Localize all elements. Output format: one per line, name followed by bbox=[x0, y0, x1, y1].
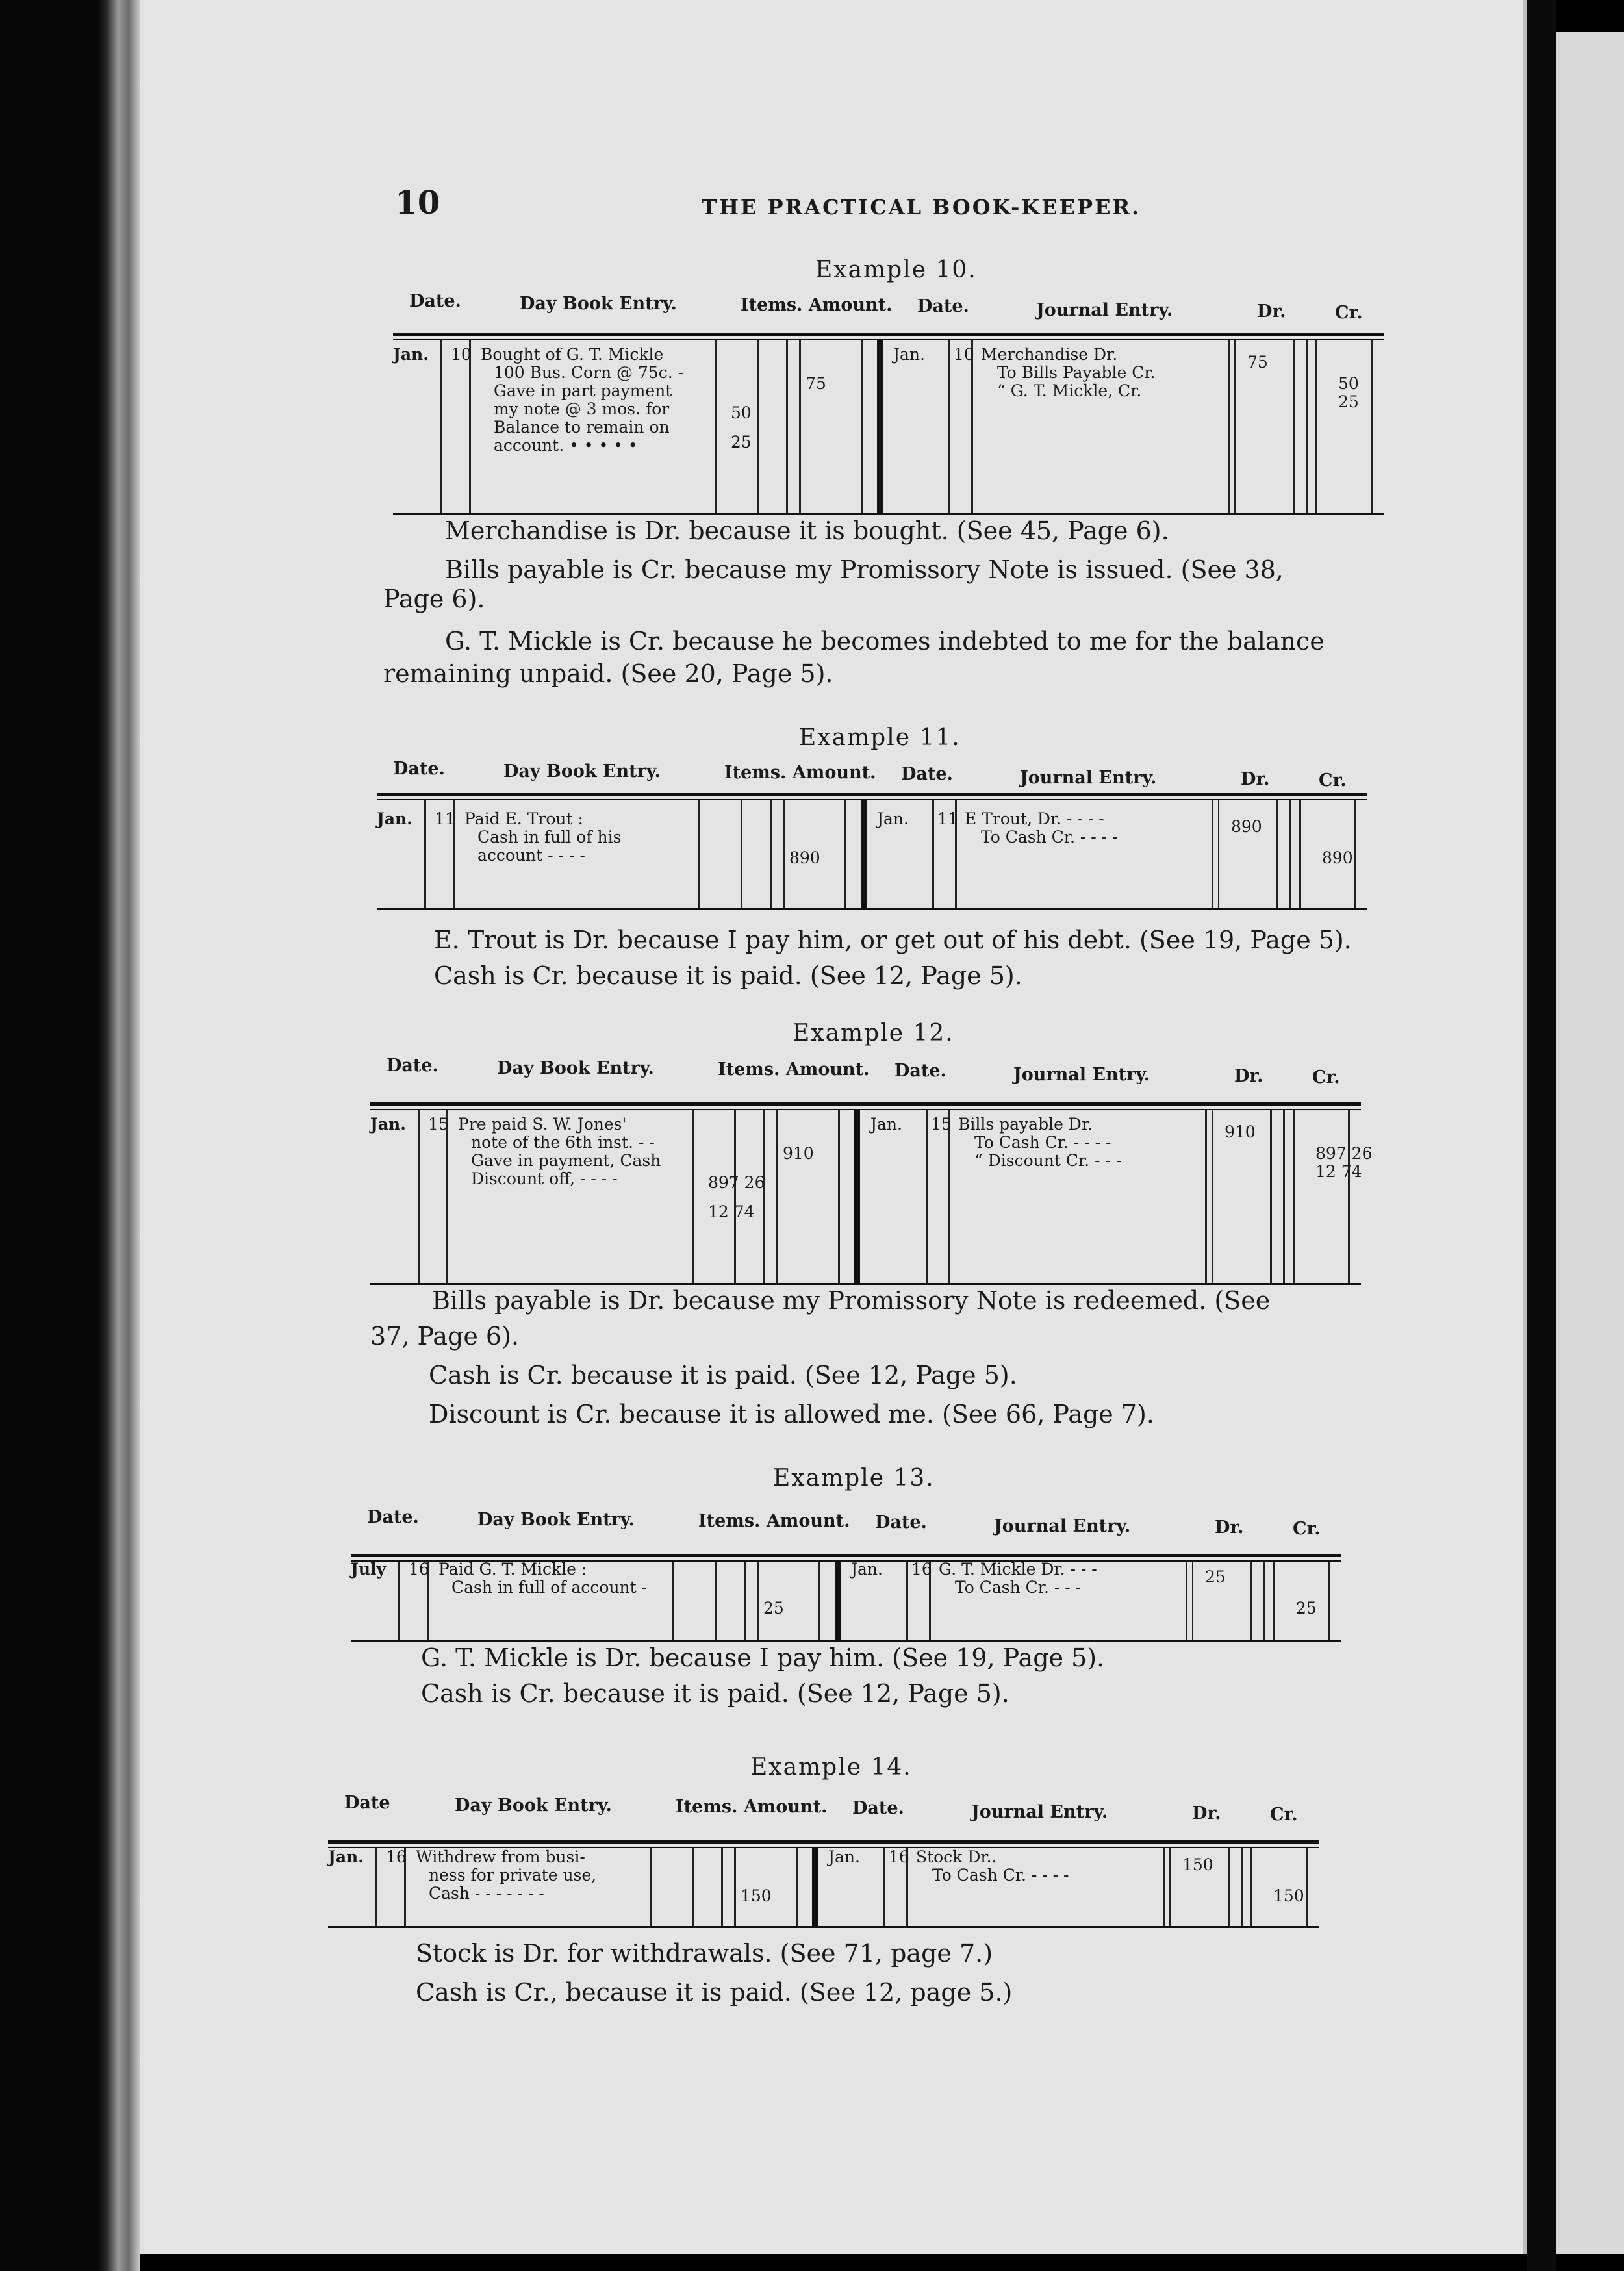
column-rule bbox=[835, 1562, 841, 1640]
header-journal: Journal Entry. bbox=[1036, 300, 1173, 320]
journal-day: 11 bbox=[937, 809, 958, 828]
header-date-2: Date. bbox=[894, 1061, 946, 1081]
day-book-line: Balance to remain on bbox=[494, 418, 670, 437]
journal-day: 15 bbox=[931, 1115, 952, 1134]
cr-value: 12 74 bbox=[1315, 1162, 1362, 1181]
entry-month: Jan. bbox=[328, 1847, 364, 1866]
column-rule bbox=[1293, 1110, 1295, 1283]
column-rule bbox=[1276, 800, 1278, 908]
column-rule bbox=[948, 340, 950, 513]
column-rule bbox=[763, 1110, 765, 1283]
column-rule bbox=[783, 800, 785, 908]
header-date: Date. bbox=[367, 1507, 419, 1527]
header-day-book: Day Book Entry. bbox=[455, 1795, 612, 1816]
column-rule bbox=[698, 800, 700, 908]
column-rule bbox=[796, 1848, 798, 1926]
day-book-line: Cash - - - - - - - bbox=[429, 1884, 544, 1903]
journal-line: E Trout, Dr. - - - - bbox=[965, 809, 1104, 828]
table-top-rule bbox=[393, 333, 1384, 336]
day-book-line: Cash in full of his bbox=[477, 828, 622, 846]
header-date-2: Date. bbox=[917, 296, 969, 316]
column-rule bbox=[1306, 340, 1308, 513]
day-book-line: 100 Bus. Corn @ 75c. - bbox=[494, 363, 684, 382]
explanation-text: Cash is Cr., because it is paid. (See 12, page 5.) bbox=[416, 1978, 1013, 2007]
column-rule bbox=[877, 340, 883, 513]
column-rule bbox=[861, 340, 863, 513]
column-rule bbox=[776, 1110, 778, 1283]
column-rule bbox=[469, 340, 471, 513]
dr-value: 890 bbox=[1231, 817, 1262, 836]
journal-line: “ G. T. Mickle, Cr. bbox=[997, 381, 1142, 400]
next-page-edge bbox=[1556, 32, 1624, 2254]
column-rule bbox=[1186, 1562, 1187, 1640]
column-rule bbox=[812, 1848, 818, 1926]
column-rule bbox=[799, 340, 801, 513]
entry-month: Jan. bbox=[377, 809, 412, 828]
explanation-text: Stock is Dr. for withdrawals. (See 71, page 7.) bbox=[416, 1939, 993, 1968]
cr-value: 897 26 bbox=[1315, 1144, 1373, 1163]
cr-value: 50 bbox=[1338, 374, 1359, 393]
column-rule bbox=[1212, 1110, 1213, 1283]
column-rule bbox=[1270, 1110, 1272, 1283]
journal-line: Stock Dr.. bbox=[916, 1847, 997, 1866]
column-rule bbox=[1205, 1110, 1207, 1283]
header-items-amount: Items. Amount. bbox=[698, 1511, 850, 1531]
day-book-line: Pre paid S. W. Jones' bbox=[458, 1115, 627, 1134]
day-book-line: note of the 6th inst. - - bbox=[471, 1133, 655, 1152]
journal-month: Jan. bbox=[893, 345, 925, 364]
column-rule bbox=[440, 340, 442, 513]
header-cr: Cr. bbox=[1270, 1805, 1298, 1825]
explanation-text: 37, Page 6). bbox=[370, 1322, 520, 1351]
column-rule bbox=[1348, 1110, 1350, 1283]
column-rule bbox=[1306, 1848, 1308, 1926]
column-rule bbox=[770, 800, 772, 908]
explanation-text: G. T. Mickle is Dr. because I pay him. (See 19, Page 5). bbox=[421, 1643, 1105, 1672]
table-top-rule bbox=[370, 1102, 1361, 1106]
explanation-text: E. Trout is Dr. because I pay him, or get out of his debt. (See 19, Page 5). bbox=[434, 926, 1352, 954]
column-rule bbox=[734, 1110, 736, 1283]
column-rule bbox=[375, 1848, 377, 1926]
column-rule bbox=[715, 340, 717, 513]
example-title: Example 14. bbox=[750, 1754, 912, 1781]
header-cr: Cr. bbox=[1293, 1519, 1321, 1539]
header-journal: Journal Entry. bbox=[1013, 1065, 1150, 1085]
header-date: Date. bbox=[393, 759, 445, 779]
journal-line: Merchandise Dr. bbox=[981, 345, 1118, 364]
journal-line: To Bills Payable Cr. bbox=[997, 363, 1156, 382]
entry-day: 15 bbox=[428, 1115, 449, 1134]
table-top-rule bbox=[351, 1554, 1341, 1557]
journal-month: Jan. bbox=[851, 1560, 883, 1579]
day-book-line: Withdrew from busi- bbox=[416, 1847, 585, 1866]
column-rule bbox=[757, 1562, 759, 1640]
journal-line: To Cash Cr. - - - - bbox=[932, 1866, 1069, 1884]
column-rule bbox=[926, 1110, 928, 1283]
item-value: 25 bbox=[731, 433, 752, 451]
column-rule bbox=[948, 1110, 950, 1283]
table-bottom-rule bbox=[377, 908, 1367, 910]
journal-line: To Cash Cr. - - - - bbox=[981, 828, 1118, 846]
explanation-text: Merchandise is Dr. because it is bought. (See 45, Page 6). bbox=[445, 516, 1169, 545]
table-bottom-rule bbox=[328, 1926, 1319, 1928]
amount-value: 890 bbox=[789, 848, 820, 867]
item-value: 12 74 bbox=[708, 1202, 755, 1221]
journal-line: To Cash Cr. - - - bbox=[955, 1578, 1082, 1597]
day-book-line: ness for private use, bbox=[429, 1866, 597, 1884]
column-rule bbox=[861, 800, 867, 908]
cr-value: 25 bbox=[1338, 392, 1359, 411]
cr-value: 150 bbox=[1273, 1886, 1304, 1905]
example-title: Example 11. bbox=[799, 724, 961, 751]
explanation-text: Page 6). bbox=[383, 585, 485, 613]
column-rule bbox=[854, 1110, 860, 1283]
column-rule bbox=[786, 340, 788, 513]
amount-value: 910 bbox=[783, 1144, 814, 1163]
day-book-line: account. • • • • • bbox=[494, 436, 638, 455]
header-date: Date bbox=[344, 1793, 390, 1813]
table-top-rule bbox=[377, 793, 1367, 796]
day-book-line: Bought of G. T. Mickle bbox=[481, 345, 664, 364]
amount-value: 75 bbox=[806, 374, 826, 393]
column-rule bbox=[1289, 800, 1291, 908]
explanation-text: Bills payable is Cr. because my Promissory Note is issued. (See 38, bbox=[445, 555, 1284, 584]
day-book-line: Discount off, - - - - bbox=[471, 1169, 618, 1188]
header-items-amount: Items. Amount. bbox=[741, 295, 893, 315]
column-rule bbox=[906, 1562, 908, 1640]
journal-line: To Cash Cr. - - - - bbox=[974, 1133, 1111, 1152]
day-book-line: Paid E. Trout : bbox=[464, 809, 583, 828]
example-title: Example 12. bbox=[793, 1020, 954, 1047]
day-book-line: Gave in part payment bbox=[494, 381, 672, 400]
column-rule bbox=[971, 340, 973, 513]
column-rule bbox=[1299, 800, 1301, 908]
example-title: Example 13. bbox=[773, 1465, 935, 1491]
column-rule bbox=[692, 1110, 694, 1283]
column-rule bbox=[1163, 1848, 1165, 1926]
entry-month: Jan. bbox=[370, 1115, 406, 1134]
day-book-line: my note @ 3 mos. for bbox=[494, 400, 670, 418]
page-number: 10 bbox=[395, 183, 440, 222]
header-cr: Cr. bbox=[1312, 1067, 1340, 1087]
column-rule bbox=[1228, 1848, 1230, 1926]
item-value: 897 26 bbox=[708, 1173, 765, 1192]
column-rule bbox=[818, 1562, 820, 1640]
column-rule bbox=[418, 1110, 420, 1283]
header-journal: Journal Entry. bbox=[1020, 768, 1157, 788]
header-dr: Dr. bbox=[1257, 301, 1286, 322]
column-rule bbox=[1273, 1562, 1275, 1640]
explanation-text: Cash is Cr. because it is paid. (See 12, Page 5). bbox=[429, 1361, 1017, 1389]
column-rule bbox=[1283, 1110, 1285, 1283]
column-rule bbox=[650, 1848, 652, 1926]
book-spine bbox=[0, 0, 140, 2271]
item-value: 50 bbox=[731, 403, 752, 422]
table-bottom-rule bbox=[370, 1283, 1361, 1285]
column-rule bbox=[1192, 1562, 1193, 1640]
column-rule bbox=[1263, 1562, 1265, 1640]
header-items-amount: Items. Amount. bbox=[724, 763, 876, 783]
dr-value: 150 bbox=[1182, 1855, 1213, 1874]
column-rule bbox=[1169, 1848, 1171, 1926]
amount-value: 25 bbox=[763, 1599, 784, 1618]
journal-line: “ Discount Cr. - - - bbox=[974, 1151, 1122, 1170]
header-journal: Journal Entry. bbox=[994, 1516, 1131, 1536]
column-rule bbox=[744, 1562, 746, 1640]
column-rule bbox=[1354, 800, 1356, 908]
column-rule bbox=[1315, 340, 1317, 513]
header-day-book: Day Book Entry. bbox=[477, 1510, 635, 1530]
column-rule bbox=[692, 1848, 694, 1926]
column-rule bbox=[757, 340, 759, 513]
page-gutter bbox=[1527, 0, 1556, 2271]
header-day-book: Day Book Entry. bbox=[503, 761, 661, 781]
day-book-line: Gave in payment, Cash bbox=[471, 1151, 661, 1170]
explanation-text: Bills payable is Dr. because my Promissory Note is redeemed. (See bbox=[432, 1286, 1271, 1315]
header-date-2: Date. bbox=[901, 764, 953, 784]
table-bottom-rule bbox=[351, 1640, 1341, 1642]
journal-line: G. T. Mickle Dr. - - - bbox=[939, 1560, 1097, 1579]
explanation-text: Cash is Cr. because it is paid. (See 12, Page 5). bbox=[434, 961, 1022, 990]
header-dr: Dr. bbox=[1234, 1066, 1263, 1086]
day-book-line: Paid G. T. Mickle : bbox=[438, 1560, 587, 1579]
journal-month: Jan. bbox=[870, 1115, 902, 1134]
header-items-amount: Items. Amount. bbox=[676, 1797, 828, 1817]
explanation-text: remaining unpaid. (See 20, Page 5). bbox=[383, 659, 833, 688]
dr-value: 910 bbox=[1224, 1123, 1256, 1141]
column-rule bbox=[1250, 1848, 1252, 1926]
journal-line: Bills payable Dr. bbox=[958, 1115, 1093, 1134]
header-dr: Dr. bbox=[1215, 1517, 1244, 1538]
column-rule bbox=[734, 1848, 736, 1926]
header-date-2: Date. bbox=[875, 1512, 927, 1532]
table-bottom-rule bbox=[393, 513, 1384, 515]
entry-day: 16 bbox=[409, 1560, 429, 1579]
header-cr: Cr. bbox=[1319, 770, 1347, 791]
column-rule bbox=[1371, 340, 1373, 513]
column-rule bbox=[1234, 340, 1236, 513]
explanation-text: G. T. Mickle is Cr. because he becomes indebted to me for the balance bbox=[445, 627, 1325, 655]
column-rule bbox=[424, 800, 426, 908]
header-day-book: Day Book Entry. bbox=[520, 294, 677, 314]
entry-month: Jan. bbox=[393, 345, 429, 364]
column-rule bbox=[715, 1562, 717, 1640]
column-rule bbox=[1250, 1562, 1252, 1640]
column-rule bbox=[1212, 800, 1213, 908]
entry-month: July bbox=[351, 1560, 387, 1579]
explanation-text: Cash is Cr. because it is paid. (See 12, Page 5). bbox=[421, 1679, 1009, 1708]
cr-value: 890 bbox=[1322, 848, 1353, 867]
column-rule bbox=[446, 1110, 448, 1283]
column-rule bbox=[721, 1848, 723, 1926]
column-rule bbox=[1241, 1848, 1243, 1926]
column-rule bbox=[838, 1110, 840, 1283]
journal-day: 16 bbox=[911, 1560, 932, 1579]
column-rule bbox=[1218, 800, 1219, 908]
dr-value: 25 bbox=[1205, 1567, 1226, 1586]
column-rule bbox=[398, 1562, 400, 1640]
entry-day: 16 bbox=[386, 1847, 407, 1866]
header-dr: Dr. bbox=[1241, 769, 1270, 789]
column-rule bbox=[932, 800, 934, 908]
column-rule bbox=[1293, 340, 1295, 513]
entry-day: 11 bbox=[435, 809, 455, 828]
explanation-text: Discount is Cr. because it is allowed me. (See 66, Page 7). bbox=[429, 1400, 1154, 1428]
header-date: Date. bbox=[409, 291, 461, 311]
journal-day: 10 bbox=[954, 345, 974, 364]
book-page bbox=[140, 0, 1527, 2254]
header-date: Date. bbox=[387, 1056, 438, 1076]
header-items-amount: Items. Amount. bbox=[718, 1059, 870, 1080]
column-rule bbox=[883, 1848, 885, 1926]
header-cr: Cr. bbox=[1335, 303, 1363, 323]
day-book-line: Cash in full of account - bbox=[451, 1578, 648, 1597]
running-head: THE PRACTICAL BOOK-KEEPER. bbox=[702, 195, 1141, 220]
dr-value: 75 bbox=[1247, 353, 1268, 372]
table-top-rule bbox=[328, 1840, 1319, 1844]
journal-day: 16 bbox=[889, 1847, 909, 1866]
column-rule bbox=[672, 1562, 674, 1640]
column-rule bbox=[1328, 1562, 1330, 1640]
entry-day: 10 bbox=[451, 345, 472, 364]
header-journal: Journal Entry. bbox=[971, 1802, 1108, 1822]
day-book-line: account - - - - bbox=[477, 846, 585, 865]
column-rule bbox=[1228, 340, 1230, 513]
header-day-book: Day Book Entry. bbox=[497, 1058, 654, 1078]
cr-value: 25 bbox=[1296, 1599, 1317, 1618]
journal-month: Jan. bbox=[877, 809, 909, 828]
header-date-2: Date. bbox=[852, 1798, 904, 1818]
example-title: Example 10. bbox=[815, 257, 977, 283]
header-dr: Dr. bbox=[1192, 1803, 1221, 1823]
journal-month: Jan. bbox=[828, 1847, 860, 1866]
column-rule bbox=[844, 800, 846, 908]
column-rule bbox=[741, 800, 742, 908]
amount-value: 150 bbox=[741, 1886, 772, 1905]
